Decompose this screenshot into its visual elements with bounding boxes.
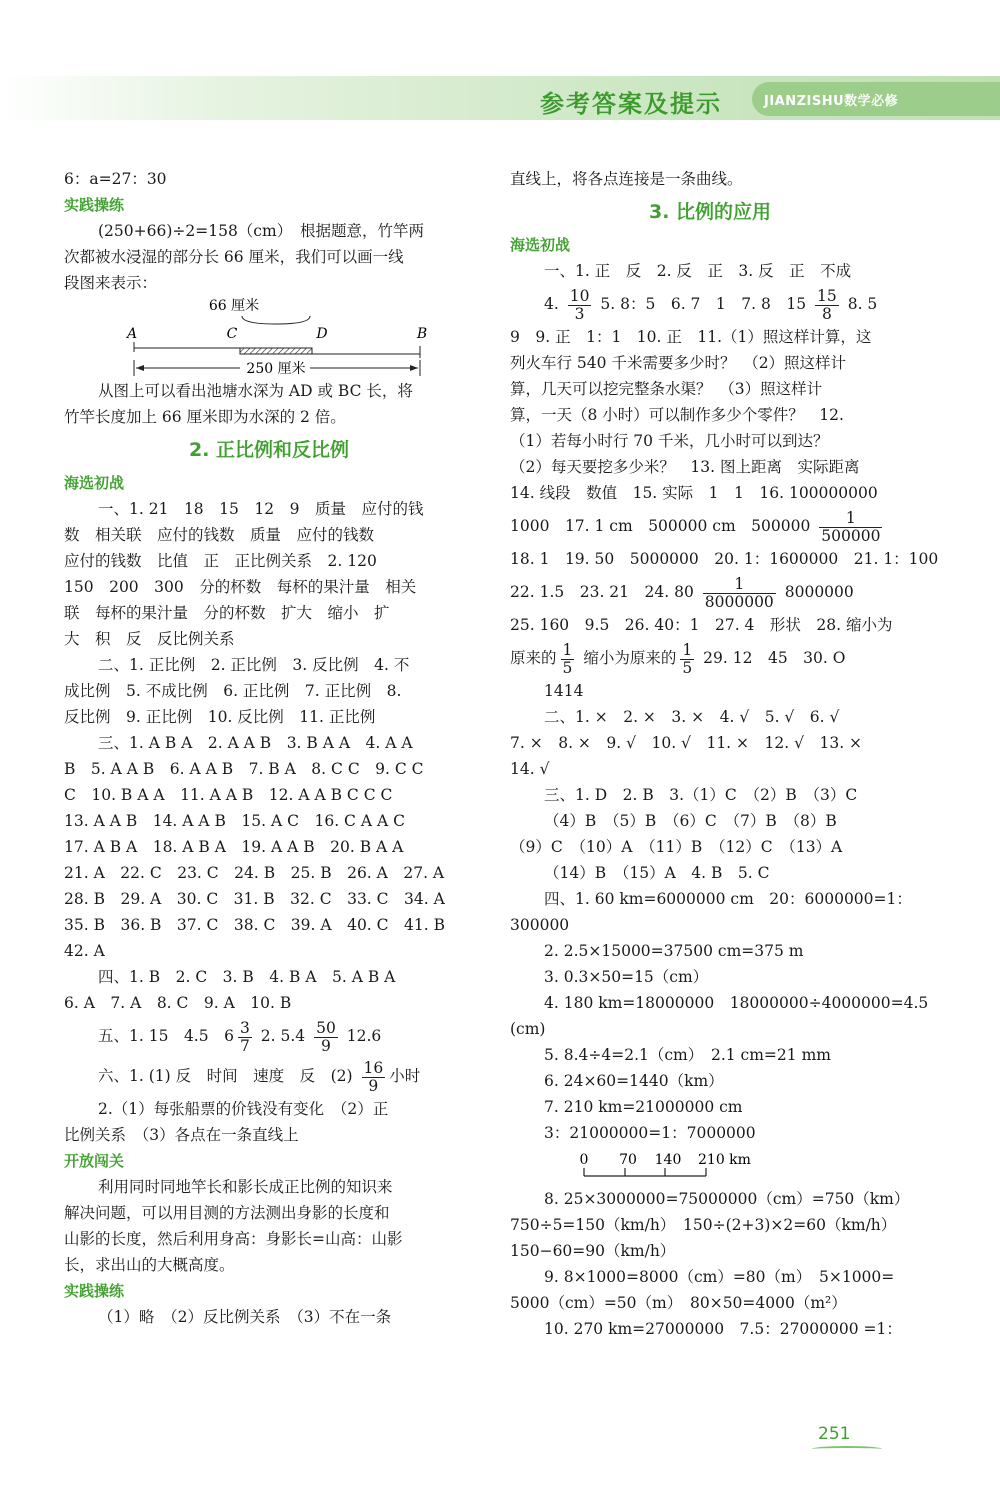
fraction-numerator: 1 — [703, 576, 776, 594]
answer-line: 算，几天可以挖完整条水渠？ （3）照这样计 — [510, 380, 823, 398]
fraction-numerator: 16 — [363, 1058, 384, 1077]
section-title-3: 3. 比例的应用 — [648, 201, 772, 223]
answer-line: 42. A — [64, 942, 105, 960]
text-run: 小时 — [389, 1067, 421, 1085]
answer-line: 次都被水浸湿的部分长 66 厘米，我们可以画一线 — [64, 248, 404, 266]
answer-line-fractions — [510, 506, 910, 546]
fraction — [362, 1060, 386, 1095]
scale-tick-0: 0 — [579, 1152, 589, 1168]
text-run: 8000000 — [784, 583, 854, 601]
answer-line: 6：a=27：30 — [64, 170, 167, 188]
answer-line: 数 相关联 应付的钱数 质量 应付的钱数 — [64, 526, 375, 544]
answer-line: 四、1. B 2. C 3. B 4. B A 5. A B A — [98, 968, 396, 986]
point-d-label: D — [316, 326, 328, 342]
answer-line: 14. 线段 数值 15. 实际 1 1 16. 100000000 — [510, 484, 878, 502]
answer-line: 17. A B A 18. A B A 19. A A B 20. B A A — [64, 838, 404, 856]
subheading-practice: 实践操练 — [64, 196, 125, 214]
text-run: 4. — [544, 295, 559, 313]
fraction-numerator: 10 — [569, 286, 590, 305]
answer-line: 10. 270 km=27000000 7.5：27000000 =1： — [544, 1320, 902, 1338]
answer-line: 150−60=90（km/h） — [510, 1242, 676, 1260]
answer-line: 长，求出山的大概高度。 — [64, 1256, 235, 1274]
fraction — [819, 510, 882, 545]
fraction — [680, 642, 694, 677]
answer-line: 从图上可以看出池塘水深为 AD 或 BC 长，将 — [98, 382, 413, 400]
point-c-label: C — [226, 326, 238, 342]
answer-line: 5. 8.4÷4=2.1（cm） 2.1 cm=21 mm — [544, 1046, 831, 1064]
text-run: 五、1. 15 4.5 6 — [98, 1027, 234, 1045]
answer-line: 列火车行 540 千米需要多少时？ （2）照这样计 — [510, 354, 847, 372]
answer-line: 14. √ — [510, 760, 550, 778]
fraction-denominator: 5 — [682, 658, 693, 677]
answer-line: 一、1. 正 反 2. 反 正 3. 反 正 不成 — [544, 262, 852, 280]
diagram-brace — [242, 316, 310, 324]
answer-line: (cm) — [510, 1020, 546, 1038]
answer-line: 利用同时同地竿长和影长成正比例的知识来 — [98, 1178, 393, 1196]
left-column — [64, 166, 474, 1330]
answer-line: 4. 180 km=18000000 18000000÷4000000=4.5 — [544, 994, 929, 1012]
text-run: 2. 5.4 — [260, 1027, 306, 1045]
diagram-bottom-label: 250 厘米 — [246, 361, 306, 377]
answer-line: 段图来表示： — [64, 274, 158, 292]
answer-line: 三、1. D 2. B 3.（1）C （2）B （3）C — [544, 786, 858, 804]
answer-line: B 5. A A B 6. A A B 7. B A 8. C C 9. C C — [64, 760, 424, 778]
answer-line-fractions — [510, 638, 910, 678]
answer-line: 大 积 反 反比例关系 — [64, 630, 235, 648]
right-column — [510, 166, 939, 1342]
subheading-open: 开放闯关 — [64, 1152, 125, 1170]
scale-tick-210: 210 km — [698, 1152, 751, 1168]
answer-line: 7. 210 km=21000000 cm — [544, 1098, 743, 1116]
answer-line: （1）若每小时行 70 千米，几小时可以到达？ — [510, 432, 829, 450]
answer-line: 山影的长度，然后利用身高：身影长=山高：山影 — [64, 1230, 403, 1248]
answer-line: 二、1. × 2. × 3. × 4. √ 5. √ 6. √ — [544, 708, 840, 726]
scale-tick-140: 140 — [654, 1152, 682, 1168]
fraction-numerator: 50 — [316, 1018, 336, 1037]
segment-diagram — [64, 296, 474, 378]
subheading-haixuan: 海选初战 — [510, 236, 571, 254]
header-title: 参考答案及提示 — [540, 90, 722, 118]
fraction-denominator: 3 — [574, 304, 585, 323]
diagram-top-label: 66 厘米 — [208, 298, 260, 314]
arrow-left-head — [136, 365, 144, 371]
answer-line: C 10. B A A 11. A A B 12. A A B C C C — [64, 786, 393, 804]
answer-line: 反比例 9. 正比例 10. 反比例 11. 正比例 — [64, 708, 376, 726]
scale-bar-svg — [510, 1146, 810, 1186]
fraction — [561, 642, 575, 677]
header-badge-text: JIANZISHU数学必修 — [764, 94, 899, 109]
answer-line: 25. 160 9.5 26. 40：1 27. 4 形状 28. 缩小为 — [510, 616, 893, 634]
fraction — [568, 288, 592, 323]
answer-line: 算，一天（8 小时）可以制作多少个零件？ 12. — [510, 406, 844, 424]
answer-line: 35. B 36. B 37. C 38. C 39. A 40. C 41. B — [64, 916, 445, 934]
fraction-denominator: 500000 — [821, 526, 881, 545]
answer-line: （1）略 （2）反比例关系 （3）不在一条 — [98, 1308, 392, 1326]
text-run: 29. 12 45 30. O — [703, 649, 846, 667]
text-run: 1000 17. 1 cm 500000 cm 500000 — [510, 517, 811, 535]
overlap-hatch — [240, 348, 312, 354]
text-run: 8. 5 — [847, 295, 878, 313]
answer-line: 6. A 7. A 8. C 9. A 10. B — [64, 994, 292, 1012]
answer-line: 18. 1 19. 50 5000000 20. 1：1600000 21. 1：100 — [510, 550, 939, 568]
answer-line: 5000（cm）=50（m） 80×50=4000（m²） — [510, 1294, 847, 1312]
fraction-denominator: 9 — [321, 1036, 331, 1055]
answer-line: 2.（1）每张船票的价钱没有变化 （2）正 — [98, 1100, 389, 1118]
fraction-numerator: 1 — [682, 640, 693, 659]
answer-line: 成比例 5. 不成比例 6. 正比例 7. 正比例 8. — [64, 682, 402, 700]
answer-line: （4）B （5）B （6）C （7）B （8）B — [544, 812, 837, 830]
fraction-numerator: 15 — [817, 286, 837, 305]
answer-line: 6. 24×60=1440（km） — [544, 1072, 724, 1090]
text-run: 5. 8：5 6. 7 1 7. 8 15 — [600, 295, 807, 313]
section-title-2: 2. 正比例和反比例 — [188, 439, 350, 461]
fraction-denominator: 7 — [239, 1036, 250, 1055]
answer-line-fractions — [510, 572, 910, 612]
page-number-wave — [812, 1446, 882, 1452]
answer-line: 直线上，将各点连接是一条曲线。 — [510, 170, 743, 188]
text-run: 六、1. (1) 反 时间 速度 反 (2) — [98, 1067, 353, 1085]
answer-line: （14）B （15）A 4. B 5. C — [544, 864, 770, 882]
fraction-numerator: 1 — [819, 510, 882, 528]
fraction-denominator: 9 — [368, 1076, 379, 1095]
text-run: 缩小为原来的 — [583, 649, 677, 667]
text-run: 原来的 — [510, 649, 557, 667]
answer-line: 21. A 22. C 23. C 24. B 25. B 26. A 27. A — [64, 864, 445, 882]
answer-line: 二、1. 正比例 2. 正比例 3. 反比例 4. 不 — [98, 656, 410, 674]
answer-line: 比例关系 （3）各点在一条直线上 — [64, 1126, 299, 1144]
answer-line: 8. 25×3000000=75000000（cm）=750（km） — [544, 1190, 910, 1208]
answer-line: 三、1. A B A 2. A A B 3. B A A 4. A A — [98, 734, 413, 752]
answer-line: 28. B 29. A 30. C 31. B 32. C 33. C 34. A — [64, 890, 445, 908]
answer-line: 四、1. 60 km=6000000 cm 20：6000000=1： — [544, 890, 912, 908]
answer-line: 应付的钱数 比值 正 正比例关系 2. 120 — [64, 552, 377, 570]
answer-line: 2. 2.5×15000=37500 cm=375 m — [544, 942, 804, 960]
fraction — [703, 576, 776, 611]
page-number: 251 — [818, 1424, 851, 1444]
scale-bar — [510, 1146, 910, 1186]
answer-line: 750÷5=150（km/h） 150÷(2+3)×2=60（km/h） — [510, 1216, 897, 1234]
header-badge — [752, 82, 1000, 116]
answer-line: 一、1. 21 18 15 12 9 质量 应付的钱 — [98, 500, 424, 518]
scale-tick-70: 70 — [619, 1152, 637, 1168]
answer-line: 13. A A B 14. A A B 15. A C 16. C A A C — [64, 812, 405, 830]
fraction — [238, 1020, 252, 1055]
segment-diagram-svg — [64, 296, 434, 378]
answer-line: 解决问题，可以用目测的方法测出身影的长度和 — [64, 1204, 390, 1222]
answer-line: 1414 — [544, 682, 584, 700]
answer-line: （2）每天要挖多少米？ 13. 图上距离 实际距离 — [510, 458, 860, 476]
answer-line: 3：21000000=1：7000000 — [544, 1124, 756, 1142]
answer-line: （9）C （10）A （11）B （12）C （13）A — [510, 838, 843, 856]
fraction — [815, 288, 839, 323]
answer-line: 联 每杯的果汁量 分的杯数 扩大 缩小 扩 — [64, 604, 390, 622]
arrow-right-head — [410, 365, 418, 371]
answer-line-fractions — [64, 1016, 474, 1056]
page-number-block — [812, 1418, 972, 1454]
answer-line: 竹竿长度加上 66 厘米即为水深的 2 倍。 — [64, 408, 346, 426]
answer-line: 150 200 300 分的杯数 每杯的果汁量 相关 — [64, 578, 417, 596]
answer-line: 300000 — [510, 916, 570, 934]
fraction-denominator: 8000000 — [704, 592, 774, 611]
fraction-denominator: 8 — [821, 304, 832, 323]
text-run: 12.6 — [346, 1027, 382, 1045]
point-b-label: B — [416, 326, 428, 342]
answer-line: (250+66)÷2=158（cm） 根据题意，竹竿两 — [98, 222, 424, 240]
fraction — [314, 1020, 338, 1055]
fraction-denominator: 5 — [562, 658, 573, 677]
answer-line: 3. 0.3×50=15（cm） — [544, 968, 709, 986]
answer-line: 9 9. 正 1：1 10. 正 11.（1）照这样计算，这 — [510, 328, 872, 346]
fraction-numerator: 1 — [562, 640, 573, 659]
answer-line: 7. × 8. × 9. √ 10. √ 11. × 12. √ 13. × — [510, 734, 863, 752]
answer-line-fractions — [64, 1056, 474, 1096]
answer-line-fractions — [510, 284, 910, 324]
subheading-practice-2: 实践操练 — [64, 1282, 125, 1300]
point-a-label: A — [126, 326, 138, 342]
fraction-numerator: 3 — [239, 1018, 250, 1037]
subheading-haixuan: 海选初战 — [64, 474, 125, 492]
text-run: 22. 1.5 23. 21 24. 80 — [510, 583, 694, 601]
answer-line: 9. 8×1000=8000（cm）=80（m） 5×1000= — [544, 1268, 895, 1286]
